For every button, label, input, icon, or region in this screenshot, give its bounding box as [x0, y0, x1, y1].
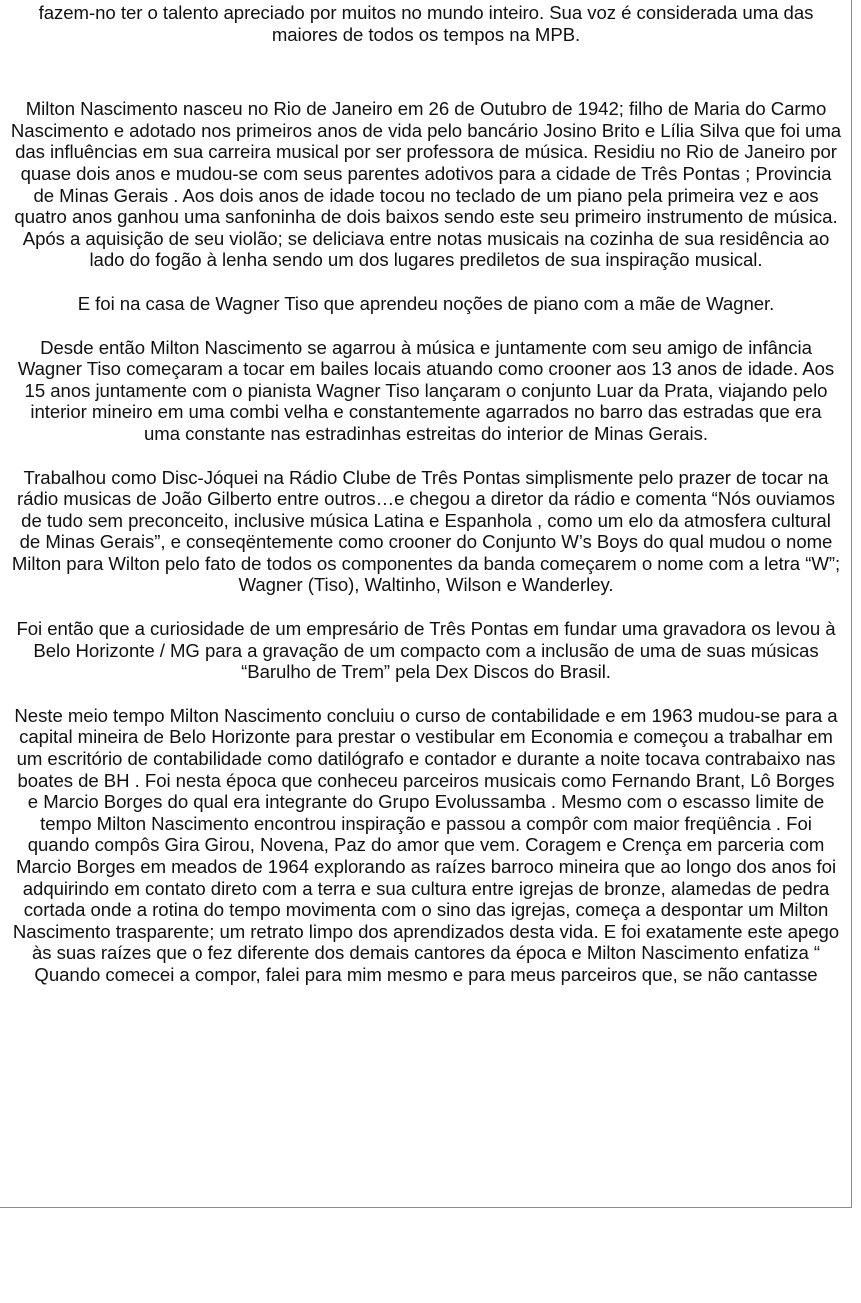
paragraph-belo-horizonte: Neste meio tempo Milton Nascimento concluiu o curso de contabilidade e em 1963 mudou-se para a capital mineira de Belo Horizonte para prestar o vestibular em Economia e começou a trabalhar em um escritório de contabilidade como datilógrafo e contador e durante a noite tocava contrabaixo nas boates de BH . Foi nesta época que conheceu parceiros musicais como Fernando Brant, Lô Borges e Marcio Borges do qual era integrante do Grupo Evolussamba . Mesmo com o escasso limite de tempo Milton Nascimento encontrou inspiração e passou a compôr com maior freqüência . Foi quando compôs Gira Girou, Novena, Paz do amor que vem. Coragem e Crença em parceria com Marcio Borges em meados de 1964 explorando as raízes barroco mineira que ao longo dos anos foi adquirindo em contato direto com a terra e sua cultura entre igrejas de bronze, alamedas de pedra cortada onde a rotina do tempo movimenta com o sino das igrejas, começa a despontar um Milton Nascimento trasparente; um retrato limpo dos aprendizados desta vida. E foi exatamente este apego às suas raízes que o fez diferente dos demais cantores da época e Milton Nascimento enfatiza “ Quando comecei a compor, falei para mim mesmo e para meus parceiros que, se não cantasse	[12, 704, 840, 985]
paragraph-birth: Milton Nascimento nasceu no Rio de Janeiro em 26 de Outubro de 1942; filho de Maria do Carmo Nascimento e adotado nos primeiros anos de vida pelo bancário Josino Brito e Lília Silva que foi uma das influências em sua carreira musical por ser professora de música. Residiu no Rio de Janeiro por quase dois anos e mudou-se com seus parentes adotivos para a cidade de Três Pontas ; Provincia de Minas Gerais . Aos dois anos de idade tocou no teclado de um piano pela primeira vez e aos quatro anos ganhou uma sanfoninha de dois baixos sendo este seu primeiro instrumento de música. Após a aquisição de seu violão; se deliciava entre notas musicais na cozinha de sua residência ao lado do fogão à lenha sendo um dos lugares prediletos de sua inspiração musical.	[10, 98, 842, 271]
page-bottom-margin	[0, 1208, 861, 1303]
paragraph-intro: fazem-no ter o talento apreciado por muitos no mundo inteiro. Sua voz é considerada uma das maiores de todos os tempos na MPB.	[38, 2, 814, 45]
paragraph-disc-jockey: Trabalhou como Disc-Jóquei na Rádio Clube de Três Pontas simplismente pelo prazer de tocar na rádio musicas de João Gilberto entre outros…e chegou a diretor da rádio e comenta “Nós ouviamos de tudo sem preconceito, inclusive música Latina e Espanhola , como um elo da atmosfera cultural de Minas Gerais”, e conseqëntemente como crooner do Conjunto W’s Boys do qual mudou o nome Milton para Wilton pelo fato de todos os componentes da banda começarem o nome com a letra “W”; Wagner (Tiso), Waltinho, Wilson e Wanderley.	[11, 466, 841, 596]
paragraph-piano: E foi na casa de Wagner Tiso que aprendeu noções de piano com a mãe de Wagner.	[77, 292, 775, 314]
paragraph-music-start: Desde então Milton Nascimento se agarrou à música e juntamente com seu amigo de infância Wagner Tiso começaram a tocar em bailes locais atuando como crooner aos 13 anos de idade. Aos 15 anos juntamente com o pianista Wagner Tiso lançaram o conjunto Luar da Prata, viajando pelo interior mineiro em uma combi velha e constantemente agarrados no barro das estradas que era uma constante nas estradinhas estreitas do interior de Minas Gerais.	[17, 336, 835, 444]
paragraph-recording: Foi então que a curiosidade de um empresário de Três Pontas em fundar uma gravadora os levou à Belo Horizonte / MG para a gravação de um compacto com a inclusão de uma de suas músicas “Barulho de Trem” pela Dex Discos do Brasil.	[16, 618, 836, 683]
document-body	[10, 2, 842, 986]
